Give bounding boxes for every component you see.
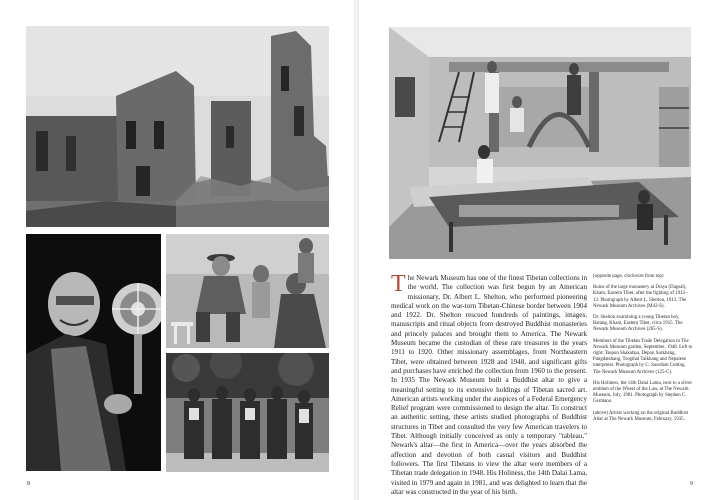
body-paragraph: he Newark Museum has one of the finest Tibetan collections in the world. The collection was first begun by an American missionary, Dr. Albert L. Shelton, who performed pioneering medical work on the war-torn Tibetan-Chinese border between 1904 and 1922. Dr. Shelton rescued hundreds of paintings, images, manuscripts and ritual objects from destroyed Buddhist monasteries and princely palaces and brought them to America. The Newark Museum became the custodian of these rare treasures in the years 1911 to 1920. Other missionary assemblages, from Northeastern Tibet, were obtained between 1928 and 1948, and significant gifts and purchases have enriched the collection from 1960 to the present. In 1935 The Newark Museum built a Buddhist altar to give a meaningful setting to its extensive holdings of Tibetan sacred art. American artists working under the auspices of a Federal Emergency Relief program were commissioned to design the altar. To construct an authentic setting, these artists studied photographs of Buddhist structures in Tibet and consulted the very few American travelers to Tibet. Although initially conceived as only a temporary "tableau," Newark's altar—the first in America—over the years absorbed the affection and devotion of both casual visitors and Buddhist followers. The first Tibetans to view the altar were members of a Tibetan trade delegation in 1948. His Holiness, the 14th Dalai Lama, visited in 1979 and again in 1981, and was delighted to learn that the altar was constructed in the year of his birth. (391, 274, 587, 496)
shelton-examining-boy-photo (166, 234, 329, 348)
caption-dalai-lama: His Holiness, the 14th Dalai Lama, next to a silver emblem of the Wheel of the Law, at The Newark Museum, July, 1981. Photograph by Stephen C. Germano. (593, 380, 693, 405)
caption-shelton: Dr. Shelton examining a young Tibetan boy, Batang, Kham, Eastern Tibet, circa 1915. The Newark Museum Archives (265-S). (593, 315, 683, 333)
captions-column (593, 274, 693, 428)
caption-delegation: Members of the Tibetan Trade Delegation in The Newark Museum garden, September, 1948. Left to right: Tsepon Shakabpa, Depon Surkhang, Pangdatshang, Tsogthal Taikhang and Nepalese interpreter. Photograph by C. Sussdam Cutting. The Newark Museum Archives (125-C). (593, 338, 693, 375)
dalai-lama-photo (26, 234, 161, 471)
ruins-photo (26, 26, 329, 227)
altar-workshop-photo (389, 27, 691, 259)
right-page-number: 9 (690, 481, 693, 487)
drop-cap: T (391, 271, 406, 297)
trade-delegation-photo (166, 353, 329, 472)
body-text (391, 271, 587, 497)
caption-intro: (opposite page, clockwise from top) (593, 274, 664, 279)
caption-altar: (above) Artists working on the original Buddhist Altar at The Newark Museum, February, 1935. (593, 410, 689, 422)
caption-ruins: Ruins of the large monastery at Draya (Dagsal), Kham, Eastern Tibet, after the fighting of 1912–13. Photograph by Albert L. Shelton, 1913. The Newark Museum Archives (M42-S). (593, 285, 688, 309)
left-page-number: 8 (27, 481, 30, 487)
